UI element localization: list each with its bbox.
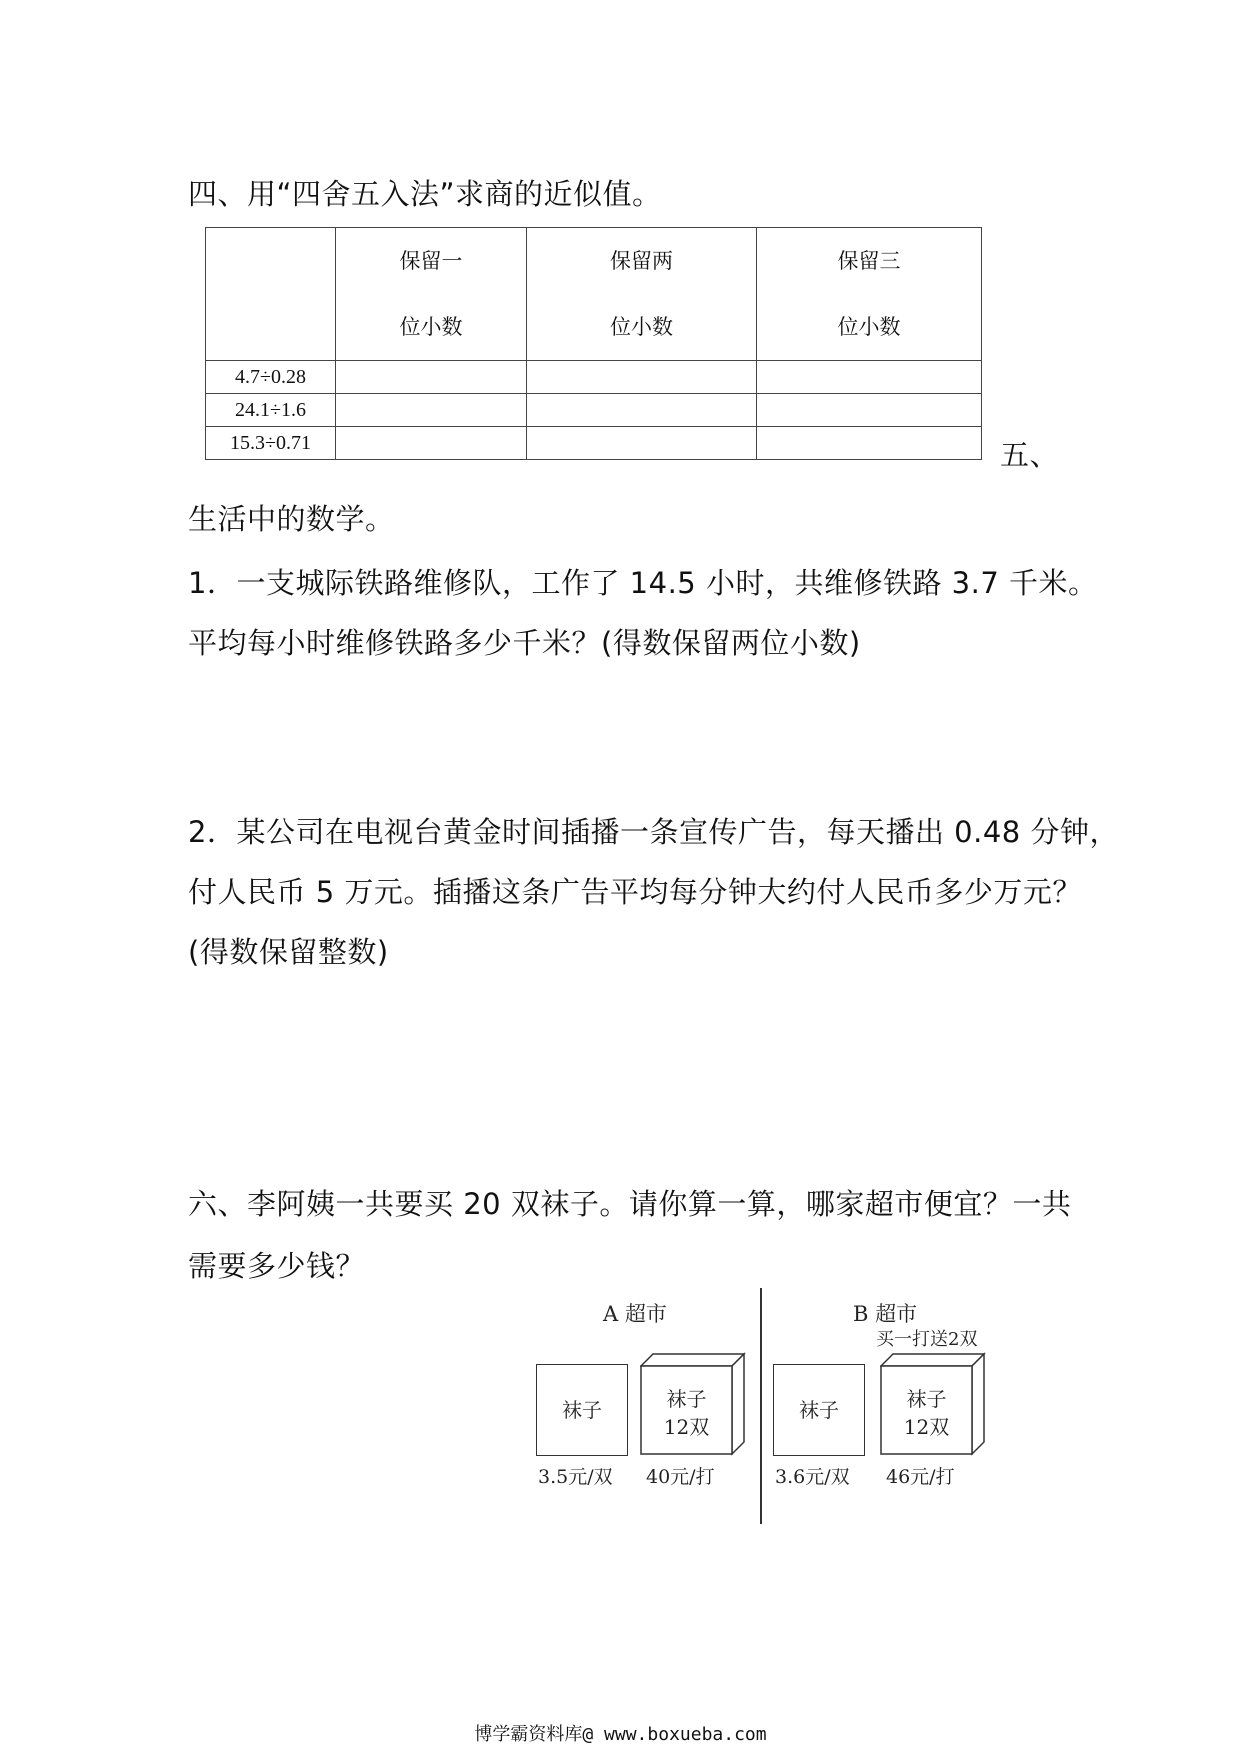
box-top-face (881, 1354, 984, 1366)
answer-cell[interactable] (757, 394, 982, 427)
sock-label: 袜子 (562, 1398, 602, 1422)
pack-label-line1: 袜子 (666, 1387, 707, 1411)
header-line1: 保留三 (837, 249, 901, 273)
q2-line1: 2．某公司在电视台黄金时间插播一条宣传广告，每天播出 0.48 分钟， (188, 815, 1119, 849)
store-b-name: B 超市 (853, 1302, 918, 1326)
table-row (206, 394, 982, 427)
q2-line3: (得数保留整数) (188, 935, 389, 969)
store-a-name: A 超市 (603, 1302, 667, 1326)
section5-title-part1: 五、 (1000, 438, 1060, 472)
answer-cell[interactable] (336, 427, 527, 460)
answer-cell[interactable] (527, 361, 757, 394)
header-one-decimal (336, 228, 527, 361)
table-row (206, 427, 982, 460)
answer-cell[interactable] (527, 427, 757, 460)
store-b-single-sock-box (773, 1364, 865, 1456)
header-two-decimals (527, 228, 757, 361)
store-b-promo: 买一打送2双 (876, 1329, 978, 1350)
answer-cell[interactable] (757, 427, 982, 460)
section6-line2: 需要多少钱？ (188, 1249, 366, 1283)
expression-cell: 4.7÷0.28 (206, 361, 336, 394)
q1-line2: 平均每小时维修铁路多少千米？(得数保留两位小数) (188, 626, 861, 660)
section6-line1: 六、李阿姨一共要买 20 双袜子。请你算一算，哪家超市便宜？一共 (188, 1187, 1072, 1221)
header-line1: 保留一 (399, 249, 463, 273)
sock-label: 袜子 (799, 1398, 839, 1422)
store-a-pack-price: 40元/打 (646, 1466, 715, 1488)
rounding-table (205, 227, 982, 460)
pack-label-line2: 12双 (663, 1415, 710, 1439)
box-side-face (732, 1354, 744, 1454)
store-b-single-price: 3.6元/双 (775, 1466, 850, 1488)
header-line2: 位小数 (610, 315, 673, 339)
answer-cell[interactable] (527, 394, 757, 427)
header-empty-cell (206, 228, 336, 361)
answer-cell[interactable] (757, 361, 982, 394)
q2-line2: 付人民币 5 万元。插播这条广告平均每分钟大约付人民币多少万元？ (188, 875, 1082, 909)
pack-label-line2: 12双 (903, 1415, 950, 1439)
section5-title-part2: 生活中的数学。 (188, 502, 395, 536)
table-row (206, 361, 982, 394)
header-three-decimals (757, 228, 982, 361)
store-a-single-price: 3.5元/双 (538, 1466, 613, 1488)
store-a-single-sock-box (536, 1364, 628, 1456)
q1-line1: 1．一支城际铁路维修队，工作了 14.5 小时，共维修铁路 3.7 千米。 (188, 566, 1098, 600)
footer-watermark: 博学霸资料库@ www.boxueba.com (474, 1724, 767, 1745)
expression-cell: 15.3÷0.71 (206, 427, 336, 460)
table-header-row (206, 228, 982, 361)
answer-cell[interactable] (336, 394, 527, 427)
section4-title: 四、用“四舍五入法”求商的近似值。 (188, 177, 662, 211)
answer-cell[interactable] (336, 361, 527, 394)
store-b-pack-price: 46元/打 (886, 1466, 955, 1488)
header-line2: 位小数 (837, 315, 901, 339)
expression-cell: 24.1÷1.6 (206, 394, 336, 427)
box-top-face (641, 1354, 744, 1366)
header-line2: 位小数 (399, 315, 463, 339)
store-divider (760, 1288, 762, 1524)
header-line1: 保留两 (610, 249, 673, 273)
box-side-face (972, 1354, 984, 1454)
pack-label-line1: 袜子 (906, 1387, 947, 1411)
